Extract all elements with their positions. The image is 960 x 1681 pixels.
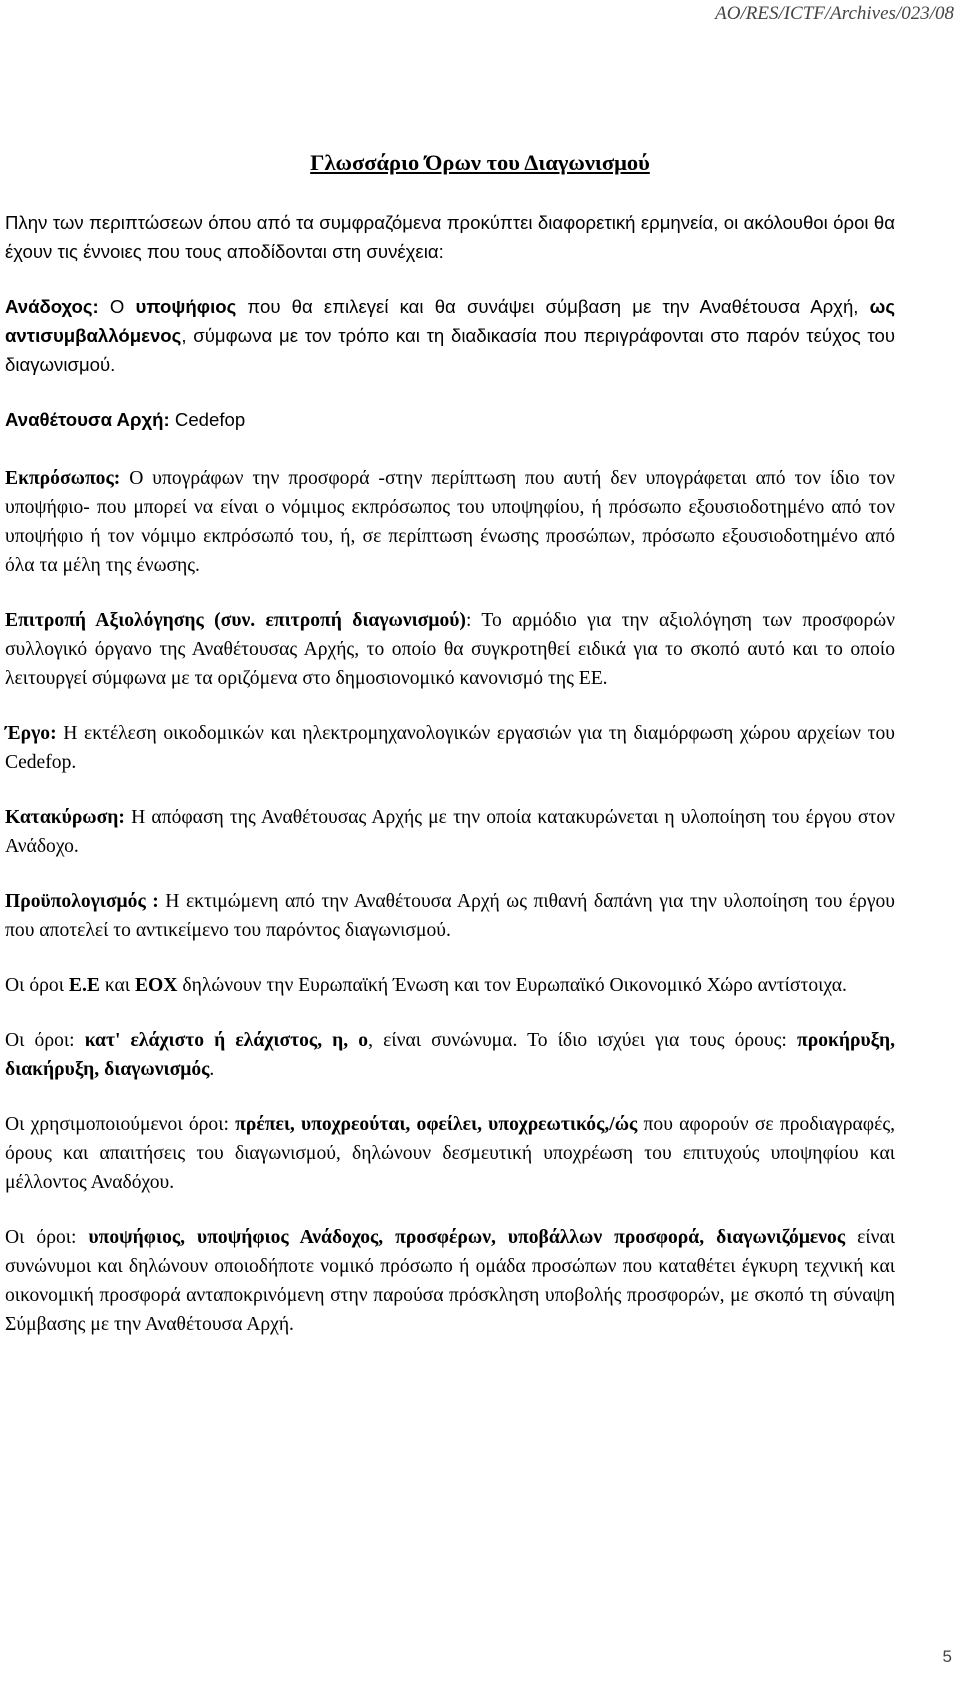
- synonyms-paragraph: Οι όροι: κατ' ελάχιστο ή ελάχιστος, η, ο, είναι συνώνυμα. Το ίδιο ισχύει για τους όρους: προκήρυξη, διακήρυξη, διαγωνισμός.: [5, 1030, 895, 1080]
- intro-paragraph: Πλην των περιπτώσεων όπου από τα συμφραζόμενα προκύπτει διαφορετική ερμηνεία, οι ακόλουθοι όροι θα έχουν τις έννοιες που τους αποδίδονται στη συνέχεια:: [5, 212, 895, 262]
- definition-anadochos: Ανάδοχος: Ο υποψήφιος που θα επιλεγεί και θα συνάψει σύμβαση με την Αναθέτουσα Αρχή, ως αντισυμβαλλόμενος, σύμφωνα με τον τρόπο και τη διαδικασία που περιγράφονται στο παρόν τεύχος του διαγωνισμού.: [5, 296, 895, 375]
- page-title: Γλωσσάριο Όρων του Διαγωνισμού: [310, 150, 650, 175]
- obligations-paragraph: Οι χρησιμοποιούμενοι όροι: πρέπει, υποχρεούται, οφείλει, υποχρεωτικός,/ώς που αφορούν σε προδιαγραφές, όρους και απαιτήσεις του διαγωνισμού, δηλώνουν δεσμευτική υποχρέωση του επιτυχούς υποψηφίου και μέλλοντος Αναδόχου.: [5, 1114, 895, 1193]
- definition-epitropi-axiologisis: Επιτροπή Αξιολόγησης (συν. επιτροπή διαγωνισμού): Το αρμόδιο για την αξιολόγηση των προσφορών συλλογικό όργανο της Αναθέτουσας Αρχής, το οποίο θα συγκροτηθεί ειδικά για το σκοπό αυτό και το οποίο λειτουργεί σύμφωνα με τα οριζόμενα στο δημοσιονομικό κανονισμό της ΕΕ.: [5, 610, 895, 689]
- definition-ergo: Έργο: Η εκτέλεση οικοδομικών και ηλεκτρομηχανολογικών εργασιών για τη διαμόρφωση χώρου αρχείων του Cedefop.: [5, 723, 895, 773]
- term-label: Ανάδοχος:: [5, 296, 99, 317]
- term-label: Έργο:: [5, 723, 57, 744]
- definition-ekprosopos: Εκπρόσωπος: Ο υπογράφων την προσφορά -στην περίπτωση που αυτή δεν υπογράφεται από τον ίδιο τον υποψήφιο- που μπορεί να είναι ο νόμιμος εκπρόσωπος του υποψηφίου, ή πρόσωπο εξουσιοδοτημένο από τον υποψήφιο ή τον νόμιμο εκπρόσωπό του, ή, σε περίπτωση ένωσης προσώπων, πρόσωπο εξουσιοδοτημένο από όλα τα μέλη της ένωσης.: [5, 468, 895, 576]
- document-body: [5, 208, 895, 1365]
- term-label: Αναθέτουσα Αρχή:: [5, 409, 170, 430]
- document-reference: AO/RES/ICTF/Archives/023/08: [715, 3, 954, 24]
- abbreviations-paragraph: Οι όροι Ε.Ε και ΕΟΧ δηλώνουν την Ευρωπαϊκή Ένωση και τον Ευρωπαϊκό Οικονομικό Χώρο αντίστοιχα.: [5, 975, 847, 996]
- candidate-synonyms-paragraph: Οι όροι: υποψήφιος, υποψήφιος Ανάδοχος, προσφέρων, υποβάλλων προσφορά, διαγωνιζόμενος είναι συνώνυμοι και δηλώνουν οποιοδήποτε νομικό πρόσωπο ή ομάδα προσώπων που καταθέτει έγκυρη τεχνική και οικονομική προσφορά ανταποκρινόμενη στην παρούσα πρόσκληση υποβολής προσφορών, με σκοπό τη σύναψη Σύμβασης με την Αναθέτουσα Αρχή.: [5, 1227, 895, 1335]
- term-label: Εκπρόσωπος:: [5, 468, 121, 489]
- definition-anathetousa-archi: Αναθέτουσα Αρχή: Cedefop: [5, 409, 246, 430]
- term-label: Κατακύρωση:: [5, 807, 125, 828]
- definition-proypologismos: Προϋπολογισμός : Η εκτιμώμενη από την Αναθέτουσα Αρχή ως πιθανή δαπάνη για την υλοποίηση του έργου που αποτελεί το αντικείμενο του παρόντος διαγωνισμού.: [5, 891, 895, 941]
- definition-katakyrosi: Κατακύρωση: Η απόφαση της Αναθέτουσας Αρχής με την οποία κατακυρώνεται η υλοποίηση του έργου στον Ανάδοχο.: [5, 807, 895, 857]
- term-label: Επιτροπή Αξιολόγησης (συν. επιτροπή διαγωνισμού): [5, 610, 466, 631]
- page-number: 5: [942, 1647, 952, 1666]
- term-label: Προϋπολογισμός :: [5, 891, 159, 912]
